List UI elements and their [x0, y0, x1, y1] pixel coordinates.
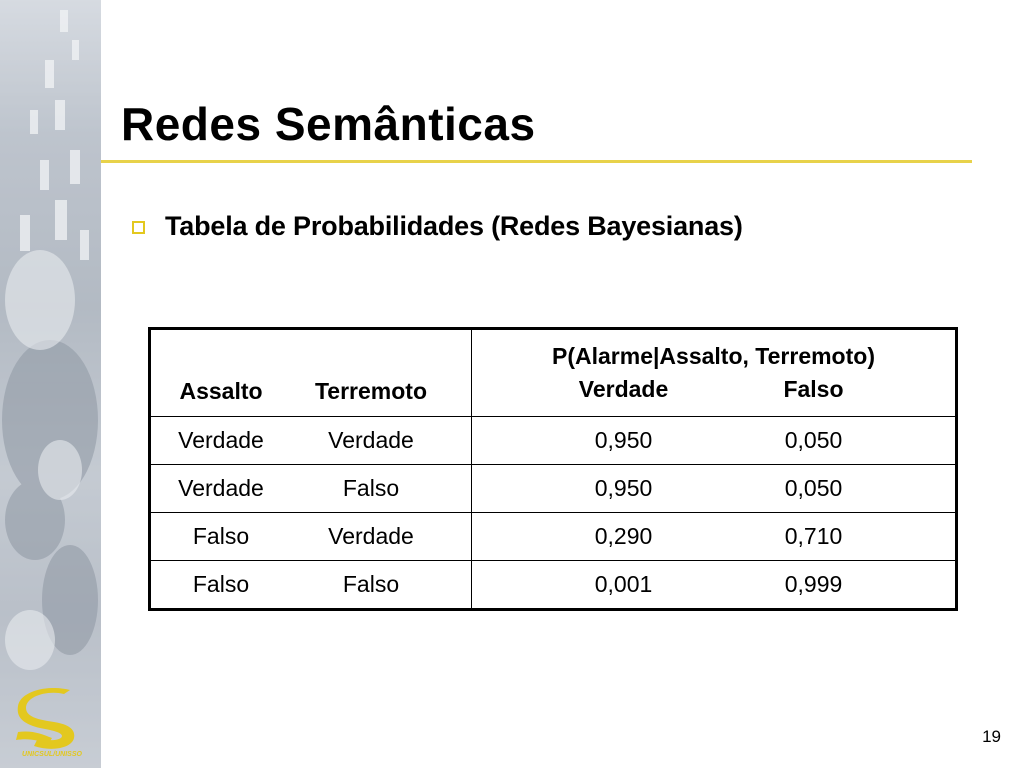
square-bullet-icon [132, 221, 145, 234]
statue-texture-image [0, 0, 101, 768]
probability-title: P(Alarme|Assalto, Terremoto) [552, 343, 875, 369]
assalto-header: Assalto [179, 377, 263, 404]
p-false-value: 0,050 [784, 427, 843, 453]
assalto-value: Falso [192, 523, 250, 549]
probability-cell [472, 513, 957, 561]
table-row [150, 465, 957, 513]
terremoto-header: Terremoto [314, 377, 428, 404]
terremoto-value: Falso [342, 571, 400, 597]
terremoto-value: Verdade [328, 523, 414, 549]
verdade-header: Verdade [578, 376, 669, 402]
table-header-row [150, 329, 957, 417]
p-false-value: 0,710 [784, 523, 843, 549]
condition-cell [150, 465, 472, 513]
condition-cell [150, 417, 472, 465]
condition-cell [150, 561, 472, 610]
table-row [150, 561, 957, 610]
decorative-side-strip [0, 0, 101, 768]
page-number: 19 [982, 727, 1001, 746]
assalto-value: Falso [192, 571, 250, 597]
p-true-value: 0,950 [594, 427, 653, 453]
p-false-value: 0,999 [784, 571, 843, 597]
terremoto-value: Verdade [328, 427, 414, 453]
table-row [150, 513, 957, 561]
p-true-value: 0,001 [594, 571, 653, 597]
falso-header: Falso [783, 376, 844, 402]
table-row [150, 417, 957, 465]
terremoto-value: Falso [342, 475, 400, 501]
assalto-value: Verdade [178, 427, 264, 453]
title-underline [101, 160, 972, 163]
probability-cell [472, 465, 957, 513]
assalto-value: Verdade [178, 475, 264, 501]
p-false-value: 0,050 [784, 475, 843, 501]
condition-cell [150, 513, 472, 561]
slide-title: Redes Semânticas [121, 98, 536, 150]
probability-table [148, 327, 958, 611]
probability-header-cell [472, 329, 957, 417]
p-true-value: 0,950 [594, 475, 653, 501]
p-true-value: 0,290 [594, 523, 653, 549]
condition-header-cell [150, 329, 472, 417]
bullet-text: Tabela de Probabilidades (Redes Bayesianas) [165, 211, 743, 241]
university-logo [12, 688, 92, 760]
probability-cell [472, 561, 957, 610]
svg-text:UNICSUL/UNISSO: UNICSUL/UNISSO [22, 751, 82, 758]
probability-cell [472, 417, 957, 465]
